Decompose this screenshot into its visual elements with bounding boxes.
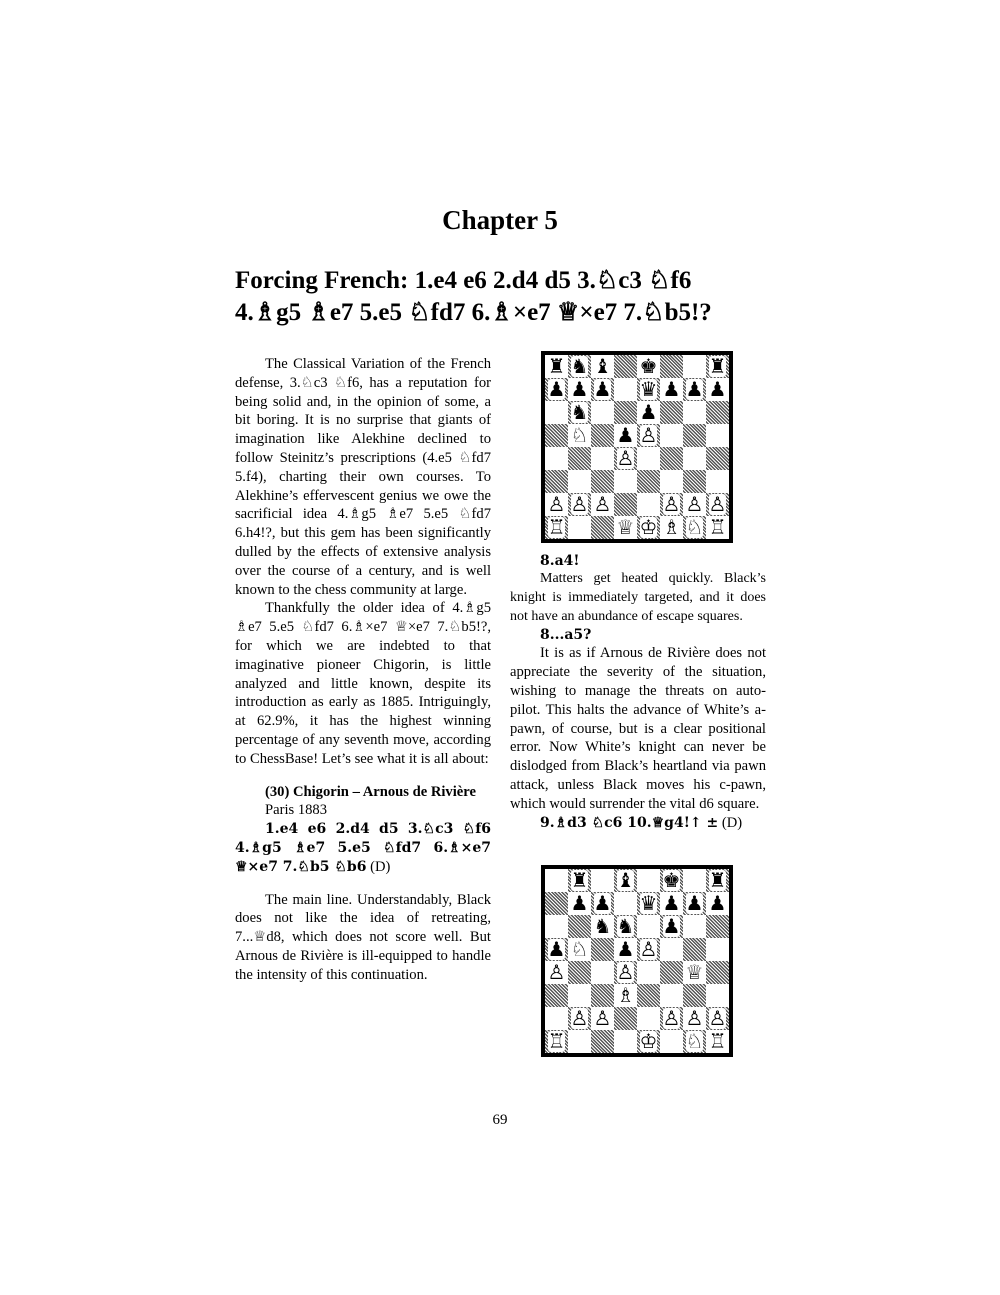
board-square <box>637 961 660 984</box>
board-square <box>614 1030 637 1053</box>
chess-piece-icon: ♙ <box>662 1006 681 1030</box>
chess-piece-icon: ♜ <box>708 354 727 378</box>
chess-piece-square <box>637 378 660 401</box>
board-square <box>591 869 614 892</box>
chess-piece-icon: ♙ <box>547 492 566 516</box>
board-square <box>706 961 729 984</box>
board-square <box>568 961 591 984</box>
chess-piece-square <box>706 516 729 539</box>
move-9-10-text: 9.♗d3 ♘c6 10.♕g4!↑ ± <box>540 814 719 831</box>
chess-piece-square <box>545 378 568 401</box>
chess-piece-icon: ♟ <box>662 891 681 915</box>
chess-piece-square <box>637 516 660 539</box>
board-square <box>591 424 614 447</box>
chess-piece-icon: ♖ <box>708 1029 727 1053</box>
chess-piece-icon: ♘ <box>685 515 704 539</box>
board-square <box>545 915 568 938</box>
chess-piece-square <box>614 516 637 539</box>
board-square <box>545 892 568 915</box>
chess-piece-square <box>614 938 637 961</box>
board-square <box>637 493 660 516</box>
chess-piece-icon: ♖ <box>708 515 727 539</box>
board-square <box>591 470 614 493</box>
chess-piece-icon: ♔ <box>639 515 658 539</box>
board-square <box>568 984 591 1007</box>
chess-piece-square <box>568 938 591 961</box>
chess-piece-icon: ♙ <box>616 960 635 984</box>
chess-piece-square <box>545 1030 568 1053</box>
chess-piece-icon: ♗ <box>662 515 681 539</box>
game-moves <box>235 820 491 876</box>
chess-piece-square <box>683 493 706 516</box>
chess-piece-square <box>660 378 683 401</box>
chess-piece-icon: ♟ <box>616 937 635 961</box>
chess-piece-icon: ♕ <box>685 960 704 984</box>
chapter-title <box>235 265 795 329</box>
board-square <box>591 938 614 961</box>
chess-piece-icon: ♕ <box>616 515 635 539</box>
chess-piece-square <box>706 892 729 915</box>
board-square <box>706 984 729 1007</box>
chess-piece-icon: ♙ <box>570 492 589 516</box>
board-square <box>637 915 660 938</box>
board-square <box>614 470 637 493</box>
board-square <box>545 470 568 493</box>
chess-piece-square <box>660 892 683 915</box>
chess-piece-square <box>614 961 637 984</box>
page-number: 69 <box>492 1112 508 1128</box>
board-square <box>637 984 660 1007</box>
chess-piece-icon: ♟ <box>685 891 704 915</box>
chess-piece-square <box>568 378 591 401</box>
board-square <box>683 401 706 424</box>
chess-piece-icon: ♟ <box>708 377 727 401</box>
board-square <box>545 424 568 447</box>
board-square <box>706 447 729 470</box>
board-square <box>614 378 637 401</box>
chess-piece-icon: ♖ <box>547 515 566 539</box>
chess-piece-square <box>660 493 683 516</box>
board-square <box>568 915 591 938</box>
chess-diagram-2 <box>541 865 733 1057</box>
chess-diagram-1 <box>541 351 733 543</box>
chess-piece-square <box>568 869 591 892</box>
chess-piece-square <box>683 516 706 539</box>
chess-piece-icon: ♝ <box>593 354 612 378</box>
comment-8-a4: Matters get heated quickly. Black’s knight is immediately targeted, and it does not have an abundance of escape squares. <box>510 571 766 624</box>
chess-piece-icon: ♘ <box>570 937 589 961</box>
comment-8-a5: It is as if Arnous de Rivière does not appreciate the severity of the situation, wishing to manage the threats on auto-pilot. This halts the advance of White’s a-pawn, of course, but is a clear positional error. Now White’s knight can never be dislodged from Black’s heartland via pawn attack, unless Black moves his c-pawn, which would surrender the vital d6 square. <box>510 645 766 812</box>
chess-piece-square <box>568 892 591 915</box>
chess-piece-square <box>706 355 729 378</box>
chess-piece-icon: ♙ <box>639 423 658 447</box>
chess-piece-icon: ♙ <box>547 960 566 984</box>
board-square <box>683 470 706 493</box>
chess-piece-square <box>568 493 591 516</box>
board-square <box>683 447 706 470</box>
chess-piece-icon: ♟ <box>662 914 681 938</box>
board-square <box>614 401 637 424</box>
board-square <box>683 424 706 447</box>
chess-piece-square <box>545 938 568 961</box>
chess-piece-icon: ♟ <box>662 377 681 401</box>
chess-piece-icon: ♘ <box>570 423 589 447</box>
chess-piece-square <box>706 378 729 401</box>
chess-piece-square <box>591 355 614 378</box>
board-square <box>683 869 706 892</box>
chess-piece-icon: ♟ <box>593 377 612 401</box>
chess-piece-square <box>568 424 591 447</box>
board-square <box>660 1030 683 1053</box>
chess-piece-icon: ♙ <box>593 492 612 516</box>
chess-piece-icon: ♜ <box>708 868 727 892</box>
board-square <box>591 401 614 424</box>
board-square <box>706 915 729 938</box>
chess-piece-icon: ♘ <box>685 1029 704 1053</box>
chess-piece-icon: ♙ <box>616 446 635 470</box>
chess-piece-square <box>683 892 706 915</box>
board-square <box>568 516 591 539</box>
chess-piece-square <box>660 516 683 539</box>
game-heading: (30) Chigorin – Arnous de Rivière <box>265 783 476 800</box>
board-square <box>706 424 729 447</box>
chess-piece-square <box>660 915 683 938</box>
board-square <box>660 447 683 470</box>
chess-piece-icon: ♟ <box>685 377 704 401</box>
chess-piece-icon: ♝ <box>616 868 635 892</box>
board-square <box>637 869 660 892</box>
chess-piece-icon: ♙ <box>685 492 704 516</box>
board-square <box>683 984 706 1007</box>
chess-piece-square <box>614 984 637 1007</box>
chess-piece-square <box>637 355 660 378</box>
board-square <box>706 401 729 424</box>
board-square <box>660 401 683 424</box>
chess-piece-square <box>568 401 591 424</box>
chess-piece-square <box>683 378 706 401</box>
chapter-heading: Chapter 5 <box>442 205 558 235</box>
game-moves-text: 1.e4 e6 2.d4 d5 3.♘c3 ♘f6 4.♗g5 ♗e7 5.e5 ♘fd7 6.♗×e7 ♕×e7 7.♘b5 ♘b6 <box>235 821 491 875</box>
board-square <box>683 915 706 938</box>
chess-piece-icon: ♞ <box>570 354 589 378</box>
intro-paragraph-2: Thankfully the older idea of 4.♗g5 ♗e7 5.e5 ♘fd7 6.♗×e7 ♕×e7 7.♘b5!?, for which we are indebted to that imaginative pioneer Chigorin, is little analyzed and little known, despite its introduction as early as 1885. Intriguingly, at 62.9%, it has the highest winning percentage of any seventh move, according to ChessBase! Let’s see what it is all about: <box>235 600 491 767</box>
chess-piece-square <box>591 378 614 401</box>
chess-piece-icon: ♛ <box>639 377 658 401</box>
chess-piece-icon: ♟ <box>570 891 589 915</box>
chess-piece-square <box>706 493 729 516</box>
chess-piece-square <box>545 355 568 378</box>
main-line-paragraph: The main line. Understandably, Black does not like the idea of retreating, 7...♕d8, which does not score well. But Arnous de Rivière is ill-equipped to handle the intensity of this continuation. <box>235 891 491 983</box>
chess-piece-square <box>591 493 614 516</box>
chess-piece-square <box>706 1007 729 1030</box>
diagram-tag: (D) <box>366 858 391 875</box>
chess-piece-icon: ♟ <box>593 891 612 915</box>
chess-board-grid <box>544 868 730 1054</box>
chess-piece-icon: ♞ <box>616 914 635 938</box>
board-square <box>706 470 729 493</box>
board-square <box>568 470 591 493</box>
chess-piece-square <box>545 493 568 516</box>
board-square <box>591 1030 614 1053</box>
chess-piece-icon: ♚ <box>639 354 658 378</box>
board-square <box>568 1030 591 1053</box>
chess-piece-icon: ♚ <box>662 868 681 892</box>
board-square <box>591 961 614 984</box>
board-square <box>660 938 683 961</box>
chess-piece-icon: ♜ <box>570 868 589 892</box>
board-square <box>637 447 660 470</box>
chess-piece-square <box>614 447 637 470</box>
board-square <box>545 984 568 1007</box>
chess-piece-icon: ♙ <box>639 937 658 961</box>
chapter-title-line-1: Forcing French: 1.e4 e6 2.d4 d5 3.♘c3 ♘f6 <box>235 267 692 294</box>
board-square <box>545 401 568 424</box>
chess-piece-square <box>660 869 683 892</box>
chess-piece-icon: ♞ <box>570 400 589 424</box>
board-square <box>545 869 568 892</box>
chess-piece-icon: ♗ <box>616 983 635 1007</box>
chess-piece-square <box>591 915 614 938</box>
chess-piece-icon: ♙ <box>662 492 681 516</box>
board-square <box>591 447 614 470</box>
chess-piece-icon: ♞ <box>593 914 612 938</box>
chess-piece-square <box>591 1007 614 1030</box>
chess-piece-square <box>706 869 729 892</box>
left-column <box>235 355 491 985</box>
board-square <box>660 470 683 493</box>
chess-piece-square <box>568 355 591 378</box>
move-8-a5: 8...a5? <box>540 627 592 644</box>
board-square <box>660 424 683 447</box>
board-square <box>706 938 729 961</box>
board-square <box>683 938 706 961</box>
intro-paragraph-1: The Classical Variation of the French defense, 3.♘c3 ♘f6, has a reputation for being solid and, in the opinion of some, a bit boring. It is no surprise that giants of imagination like Alekhine declined to follow Steinitz’s prescriptions (4.e5 ♘fd7 5.f4), charting their own courses. To Alekhine’s effervescent genius we owe the sacrificial idea 4.♗g5 ♗e7 5.e5 ♘fd7 6.h4!?, but this gem has been significantly dulled by the effects of extensive analysis over the course of a century, and is well known to the chess community at large. <box>235 356 491 598</box>
board-square <box>660 984 683 1007</box>
chess-piece-square <box>637 424 660 447</box>
board-square <box>637 1007 660 1030</box>
move-9-10 <box>510 814 766 833</box>
chess-piece-icon: ♟ <box>547 937 566 961</box>
chess-piece-square <box>637 938 660 961</box>
chess-piece-icon: ♟ <box>547 377 566 401</box>
board-square <box>614 1007 637 1030</box>
board-square <box>637 470 660 493</box>
board-square <box>683 355 706 378</box>
board-square <box>591 984 614 1007</box>
board-square <box>614 493 637 516</box>
board-square <box>545 447 568 470</box>
move-8-a4: 8.a4! <box>540 553 580 569</box>
chess-piece-square <box>683 1030 706 1053</box>
chess-piece-square <box>637 401 660 424</box>
diagram-tag: (D) <box>718 814 743 831</box>
chess-piece-square <box>637 892 660 915</box>
chess-piece-square <box>545 516 568 539</box>
chess-board-grid <box>544 354 730 540</box>
board-square <box>568 447 591 470</box>
chess-piece-icon: ♙ <box>708 1006 727 1030</box>
board-square <box>545 1007 568 1030</box>
chess-piece-square <box>591 892 614 915</box>
board-square <box>614 355 637 378</box>
chess-piece-icon: ♟ <box>616 423 635 447</box>
chess-piece-icon: ♖ <box>547 1029 566 1053</box>
chess-piece-square <box>637 1030 660 1053</box>
chess-piece-square <box>614 915 637 938</box>
chess-piece-square <box>568 1007 591 1030</box>
chapter-title-line-2: 4.♗g5 ♗e7 5.e5 ♘fd7 6.♗×e7 ♕×e7 7.♘b5!? <box>235 299 712 326</box>
chess-piece-square <box>706 1030 729 1053</box>
board-square <box>660 355 683 378</box>
chess-piece-square <box>614 424 637 447</box>
chess-piece-square <box>683 961 706 984</box>
chess-piece-icon: ♙ <box>685 1006 704 1030</box>
board-square <box>660 961 683 984</box>
game-place: Paris 1883 <box>265 802 328 819</box>
chess-piece-icon: ♔ <box>639 1029 658 1053</box>
board-square <box>591 516 614 539</box>
chess-piece-icon: ♜ <box>547 354 566 378</box>
chess-piece-icon: ♟ <box>639 400 658 424</box>
chess-piece-square <box>683 1007 706 1030</box>
chess-piece-icon: ♙ <box>593 1006 612 1030</box>
chess-piece-icon: ♛ <box>639 891 658 915</box>
chess-piece-icon: ♟ <box>570 377 589 401</box>
chess-piece-square <box>660 1007 683 1030</box>
chess-piece-square <box>614 869 637 892</box>
board-square <box>614 892 637 915</box>
chess-piece-icon: ♙ <box>708 492 727 516</box>
chess-piece-icon: ♟ <box>708 891 727 915</box>
chess-piece-square <box>545 961 568 984</box>
chess-piece-icon: ♙ <box>570 1006 589 1030</box>
right-column <box>510 552 766 832</box>
